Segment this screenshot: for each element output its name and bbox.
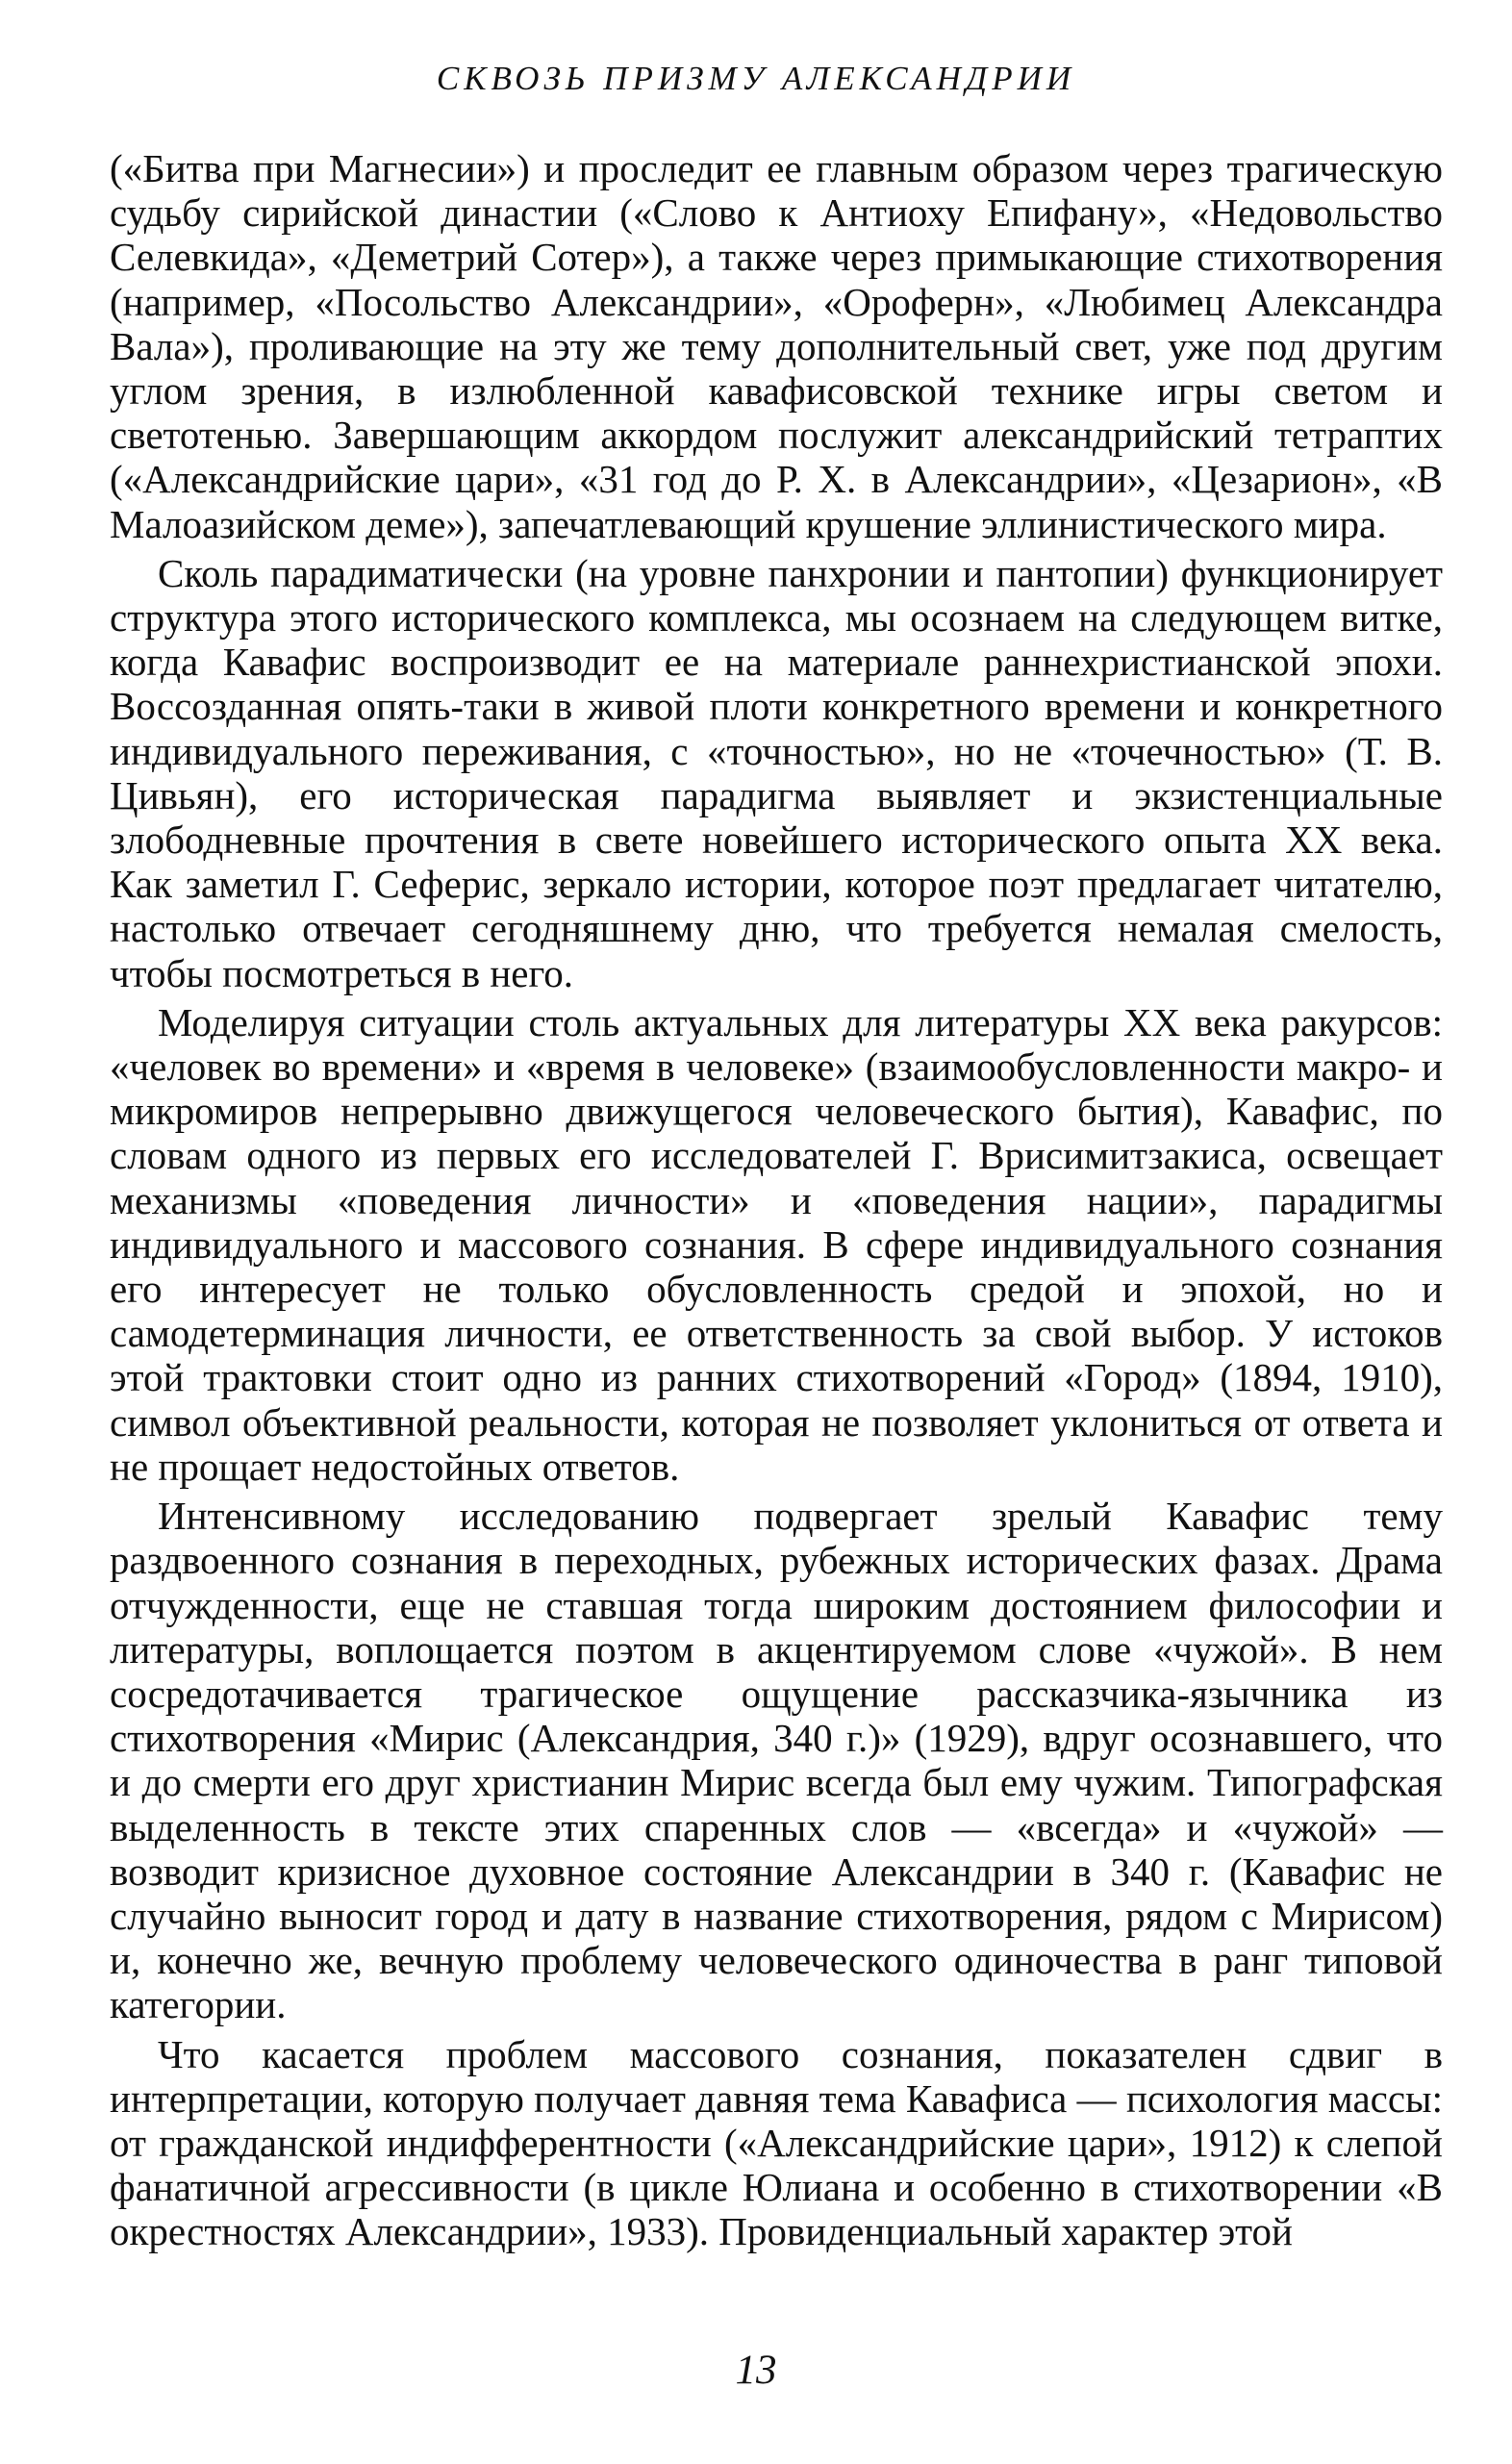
- page-number: 13: [735, 2348, 777, 2393]
- paragraph: Сколь парадиматически (на уровне панхронии и пантопии) функционирует структура этого исторического комплекса, мы осознаем на следующем витке, когда Кавафис воспроизводит ее на материале раннехристианской эпохи. Воссозданная опять-таки в живой плоти конкретного времени и конкретного индивидуального переживания, с «точностью», но не «точечностью» (Т. В. Цивьян), его историческая парадигма выявляет и экзистенциальные злободневные прочтения в свете новейшего исторического опыта XX века. Как заметил Г. Сеферис, зеркало истории, которое поэт предлагает читателю, настолько отвечает сегодняшнему дню, что требуется немалая смелость, чтобы посмотреться в него.: [110, 550, 1443, 995]
- body-text: [110, 146, 1443, 2259]
- paragraph: Моделируя ситуации столь актуальных для литературы XX века ракурсов: «человек во времени» и «время в человеке» (взаимообусловленности макро- и микромиров непрерывно движущегося человеческого бытия), Кавафис, по словам одного из первых его исследователей Г. Врисимитзакиса, освещает механизмы «поведения личности» и «поведения нации», парадигмы индивидуального и массового сознания. В сфере индивидуального сознания его интересует не только обусловленность средой и эпохой, но и самодетерминация личности, ее ответственность за свой выбор. У истоков этой трактовки стоит одно из ранних стихотворений «Город» (1894, 1910), символ объективной реальности, которая не позволяет уклониться от ответа и не прощает недостойных ответов.: [110, 999, 1443, 1489]
- paragraph: Что касается проблем массового сознания, показателен сдвиг в интерпретации, которую получает давняя тема Кавафиса — психология массы: от гражданской индифферентности («Александрийские цари», 1912) к слепой фанатичной агрессивности (в цикле Юлиана и особенно в стихотворении «В окрестностях Александрии», 1933). Провиденциальный характер этой: [110, 2031, 1443, 2254]
- paragraph: Интенсивному исследованию подвергает зрелый Кавафис тему раздвоенного сознания в переходных, рубежных исторических фазах. Драма отчужденности, еще не ставшая тогда широким достоянием философии и литературы, воплощается поэтом в акцентируемом слове «чужой». В нем сосредотачивается трагическое ощущение рассказчика-язычника из стихотворения «Мирис (Александрия, 340 г.)» (1929), вдруг осознавшего, что и до смерти его друг христианин Мирис всегда был ему чужим. Типографская выделенность в тексте этих спаренных слов — «всегда» и «чужой» — возводит кризисное духовное состояние Александрии в 340 г. (Кавафис не случайно выносит город и дату в название стихотворения, рядом с Мирисом) и, конечно же, вечную проблему человеческого одиночества в ранг типовой категории.: [110, 1494, 1443, 2027]
- paragraph-continued: («Битва при Магнесии») и проследит ее главным образом через трагическую судьбу сирийской династии («Слово к Антиоху Епифану», «Недовольство Селевкида», «Деметрий Сотер»), а также через примыкающие стихотворения (например, «Посольство Александрии», «Ороферн», «Любимец Александра Вала»), проливающие на эту же тему дополнительный свет, уже под другим углом зрения, в излюбленной кавафисовской технике игры светом и светотенью. Завершающим аккордом послужит александрийский тетраптих («Александрийские цари», «31 год до Р. Х. в Александрии», «Цезарион», «В Малоазийском деме»), запечатлевающий крушение эллинистического мира.: [110, 146, 1443, 546]
- running-head: СКВОЗЬ ПРИЗМУ АЛЕКСАНДРИИ: [436, 60, 1076, 97]
